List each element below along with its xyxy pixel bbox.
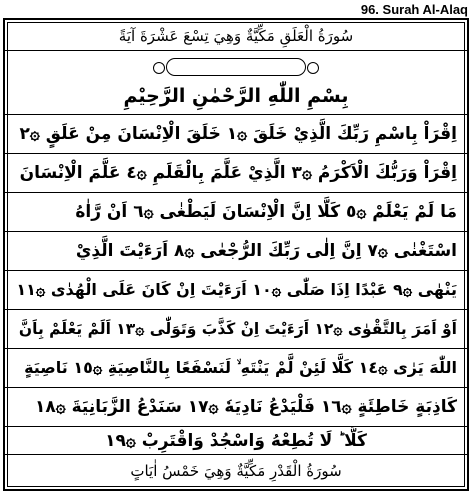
surah-title-row (5, 22, 467, 51)
verse-line (5, 114, 467, 154)
page-heading: 96. Surah Al-Alaq (360, 2, 468, 17)
bismillah: بِسْمِ اللّٰهِ الرَّحْمٰنِ الرَّحِيْمِ (123, 85, 349, 107)
verse-line-text: مَا لَمْ يَعْلَمْ ۞٥ كَلَّا اِنَّ الْاِنْسَانَ لَيَطْغٰى ۞٦ اَنْ رَّاٰهُ (75, 202, 457, 222)
verse-line-text: يَنْهٰى ۞٩ عَبْدًا اِذَا صَلّٰى ۞١٠ اَرَءَيْتَ اِنْ كَانَ عَلَى الْهُدٰى ۞١١ (16, 280, 457, 299)
verse-line-text: اللّٰهَ يَرٰى ۞١٤ كَلَّا لَئِنْ لَّمْ يَنْتَهِ ۙ لَنَسْفَعًا بِالنَّاصِيَةِ ۞١٥ نَاصِيَةٍ (24, 357, 457, 377)
next-surah-title-row (5, 454, 467, 488)
bismillah-row (5, 50, 467, 115)
verse-line (5, 270, 467, 310)
bismillah-ornament (166, 58, 306, 76)
verse-line (5, 387, 467, 427)
verse-line-text: اِقْرَاْ وَرَبُّكَ الْاَكْرَمُ ۞٣ الَّذِيْ عَلَّمَ بِالْقَلَمِ ۞٤ عَلَّمَ الْاِنْسَانَ (19, 163, 457, 183)
surah-text (5, 20, 467, 489)
surah-title: سُورَةُ الْعَلَقِ مَكِّيَّةٌ وَهِيَ تِسْعَ عَشْرَةَ آيَةً (118, 27, 354, 45)
verse-line-text: كَاذِبَةٍ خَاطِئَةٍ ۞١٦ فَلْيَدْعُ نَادِيَهٗ ۞١٧ سَنَدْعُ الزَّبَانِيَةَ ۞١٨ (34, 397, 457, 417)
verse-line (5, 309, 467, 349)
verse-line (5, 231, 467, 271)
next-surah-title: سُورَةُ الْقَدْرِ مَكِّيَّةٌ وَهِيَ خَمْسُ اٰيَاتٍ (130, 462, 342, 480)
verse-line (5, 348, 467, 388)
verse-line (5, 192, 467, 232)
verse-line-text: اَوْ اَمَرَ بِالتَّقْوٰى ۞١٢ اَرَءَيْتَ اِنْ كَذَّبَ وَتَوَلّٰى ۞١٣ اَلَمْ يَعْلَمْ بِاَنَّ (18, 319, 457, 338)
verse-line (5, 153, 467, 193)
verse-line-text: اسْتَغْنٰى ۞٧ اِنَّ اِلٰى رَبِّكَ الرُّجْعٰى ۞٨ اَرَءَيْتَ الَّذِيْ (75, 241, 457, 261)
verse-line-text: كَلَّا ؕ لَا تُطِعْهُ وَاسْجُدْ وَاقْتَرِبْ ۞١٩ (105, 430, 367, 451)
surah-frame (3, 18, 469, 491)
verse-line (5, 426, 467, 455)
verse-line-text: اِقْرَاْ بِاسْمِ رَبِّكَ الَّذِيْ خَلَقَ ۞١ خَلَقَ الْاِنْسَانَ مِنْ عَلَقٍ ۞٢ (19, 124, 457, 144)
